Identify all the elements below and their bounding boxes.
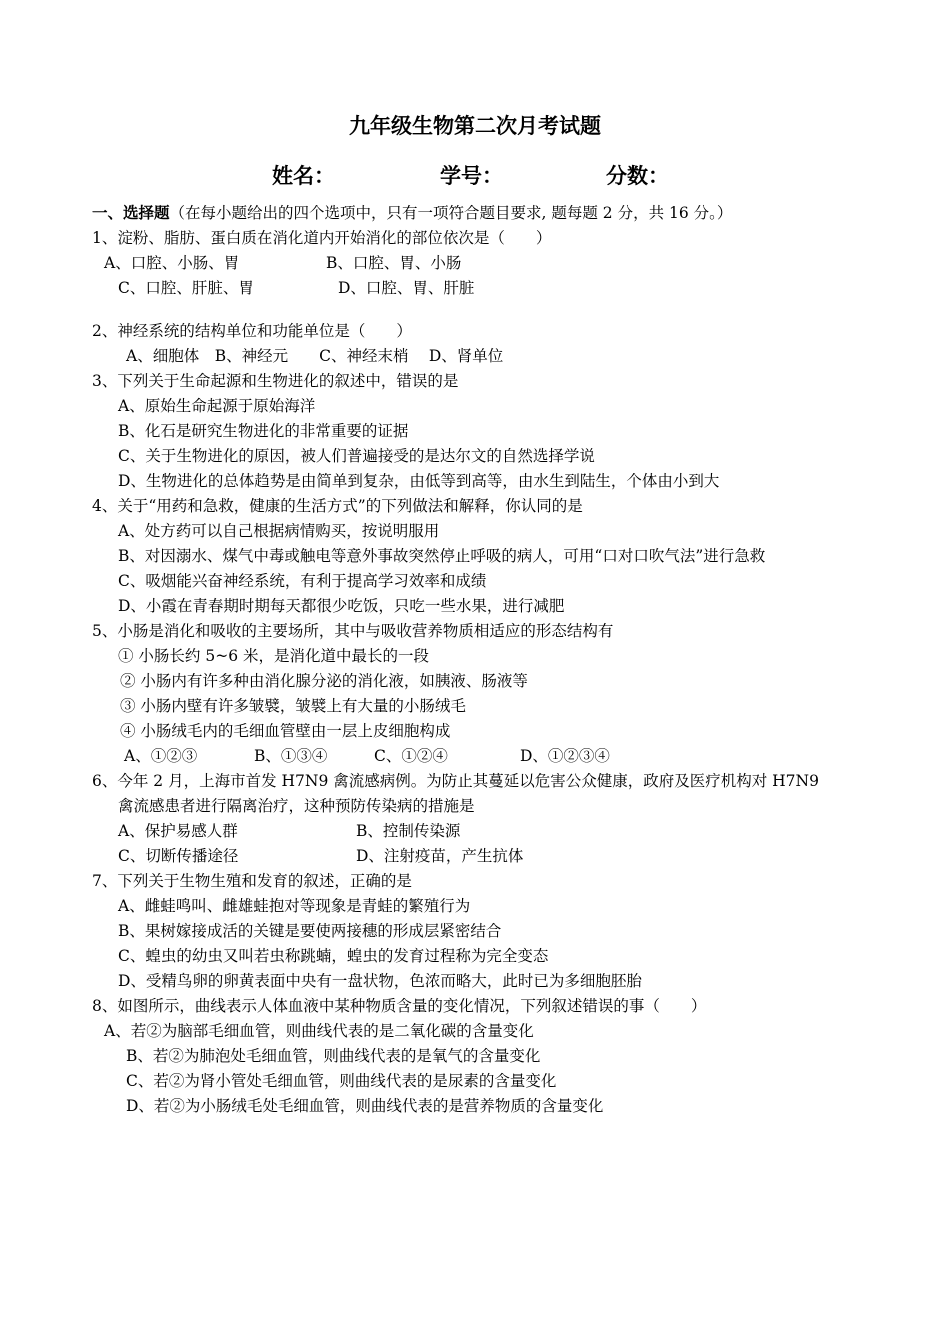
question-1-option-b: B、口腔、胃、小肠 [326,254,462,272]
question-5-statement-2: ② 小肠内有许多种由消化腺分泌的消化液，如胰液、肠液等 [120,672,528,690]
question-1-stem: 1、淀粉、脂肪、蛋白质在消化道内开始消化的部位依次是（ ） [92,229,552,247]
question-6-stem: 6、今年 2 月，上海市首发 H7N9 禽流感病例。为防止其蔓延以危害公众健康，政府及医疗机构对 H7N9 [92,772,819,790]
question-1-option-c: C、口腔、肝脏、胃 [118,279,254,297]
question-7-option-b: B、果树嫁接成活的关键是要使两接穗的形成层紧密结合 [118,922,502,940]
question-5-option-c: C、①②④ [374,747,448,765]
question-5-statement-1: ① 小肠长约 5~6 米，是消化道中最长的一段 [118,647,429,665]
section-instruction: （在每小题给出的四个选项中，只有一项符合题目要求, 题每题 2 分，共 16 分。） [169,204,733,222]
question-5-option-b: B、①③④ [254,747,328,765]
question-5-option-d: D、①②③④ [520,747,610,765]
question-6-option-c: C、切断传播途径 [118,847,239,865]
question-5-statement-4: ④ 小肠绒毛内的毛细血管壁由一层上皮细胞构成 [120,722,451,740]
question-4-option-d: D、小霞在青春期时期每天都很少吃饭，只吃一些水果，进行减肥 [118,597,565,615]
question-5-option-a: A、①②③ [124,747,198,765]
question-3-option-b: B、化石是研究生物进化的非常重要的证据 [118,422,409,440]
question-7-option-d: D、受精鸟卵的卵黄表面中央有一盘状物，色浓而略大，此时已为多细胞胚胎 [118,972,642,990]
question-6-stem-continued: 禽流感患者进行隔离治疗，这种预防传染病的措施是 [118,797,475,815]
question-4-option-a: A、处方药可以自己根据病情购买，按说明服用 [118,522,440,540]
question-5-stem: 5、小肠是消化和吸收的主要场所，其中与吸收营养物质相适应的形态结构有 [92,622,614,640]
question-1-option-d: D、口腔、胃、肝脏 [338,279,475,297]
question-8-option-d: D、若②为小肠绒毛处毛细血管，则曲线代表的是营养物质的含量变化 [126,1097,604,1115]
page-title: 九年级生物第二次月考试题 [349,114,601,138]
question-3-stem: 3、下列关于生命起源和生物进化的叙述中，错误的是 [92,372,459,390]
question-6-option-a: A、保护易感人群 [118,822,238,840]
question-7-option-c: C、蝗虫的幼虫又叫若虫称跳蝻，蝗虫的发育过程称为完全变态 [118,947,549,965]
question-2-options: A、细胞体 B、神经元 C、神经末梢 D、肾单位 [126,347,504,365]
question-8-option-b: B、若②为肺泡处毛细血管，则曲线代表的是氧气的含量变化 [126,1047,541,1065]
question-1-option-a: A、口腔、小肠、胃 [104,254,240,272]
question-6-option-d: D、注射疫苗，产生抗体 [356,847,524,865]
question-4-option-b: B、对因溺水、煤气中毒或触电等意外事故突然停止呼吸的病人，可用“口对口吹气法”进行急救 [118,547,766,565]
question-4-option-c: C、吸烟能兴奋神经系统，有利于提高学习效率和成绩 [118,572,487,590]
question-7-option-a: A、雌蛙鸣叫、雌雄蛙抱对等现象是青蛙的繁殖行为 [118,897,471,915]
question-8-stem: 8、如图所示，曲线表示人体血液中某种物质含量的变化情况，下列叙述错误的事（ ） [92,997,707,1015]
score-field-label: 分数： [606,164,669,188]
question-8-option-c: C、若②为肾小管处毛细血管，则曲线代表的是尿素的含量变化 [126,1072,557,1090]
section-heading [92,203,732,223]
question-7-stem: 7、下列关于生物生殖和发育的叙述，正确的是 [92,872,412,890]
student-id-field-label: 学号： [440,164,503,188]
question-6-option-b: B、控制传染源 [356,822,461,840]
question-3-option-a: A、原始生命起源于原始海洋 [118,397,316,415]
question-3-option-d: D、生物进化的总体趋势是由简单到复杂，由低等到高等，由水生到陆生，个体由小到大 [118,472,720,490]
name-field-label: 姓名： [272,164,335,188]
question-4-stem: 4、关于“用药和急救，健康的生活方式”的下列做法和解释，你认同的是 [92,497,583,515]
question-5-statement-3: ③ 小肠内壁有许多皱襞，皱襞上有大量的小肠绒毛 [120,697,466,715]
question-2-stem: 2、神经系统的结构单位和功能单位是（ ） [92,322,412,340]
question-3-option-c: C、关于生物进化的原因，被人们普遍接受的是达尔文的自然选择学说 [118,447,595,465]
section-label: 一、选择题 [92,204,170,222]
question-8-option-a: A、若②为脑部毛细血管，则曲线代表的是二氧化碳的含量变化 [104,1022,534,1040]
